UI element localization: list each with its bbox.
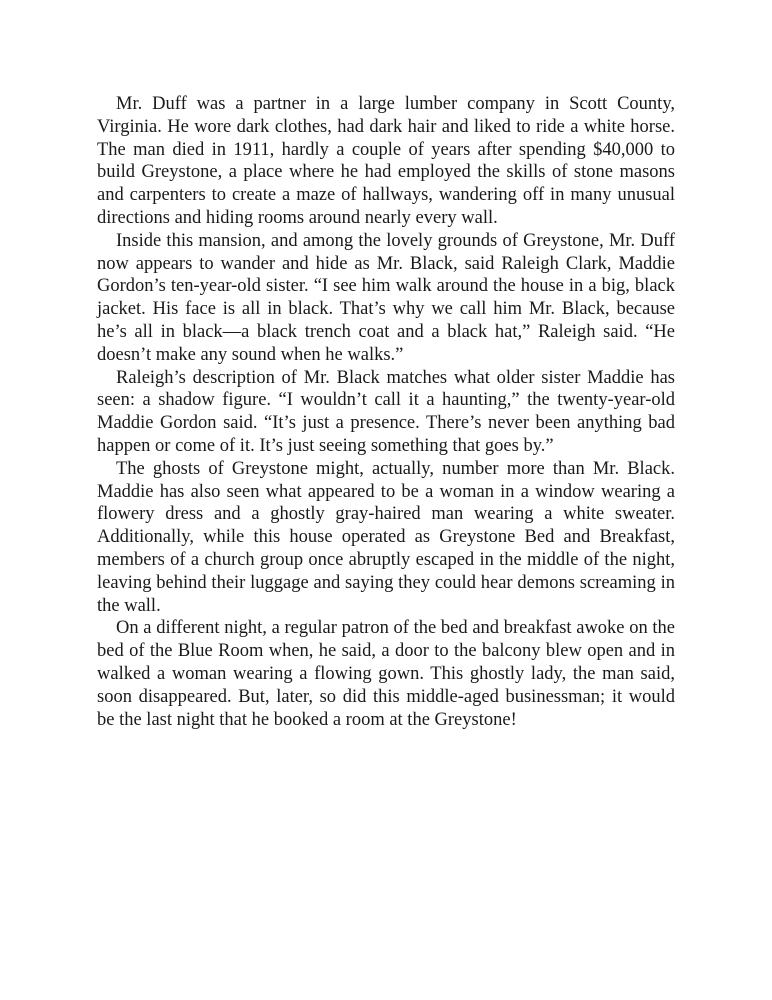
page-body [97, 93, 675, 731]
paragraph-1: Mr. Duff was a partner in a large lumber company in Scott County, Virginia. He wore dark clothes, had dark hair and liked to ride a white horse. The man died in 1911, hardly a couple of years after spending $40,000 to build Greystone, a place where he had employed the skills of stone masons and carpenters to create a maze of hallways, wandering off in many unusual directions and hiding rooms around nearly every wall. [97, 94, 675, 228]
paragraph-5: On a different night, a regular patron of the bed and breakfast awoke on the bed of the Blue Room when, he said, a door to the balcony blew open and in walked a woman wearing a flowing gown. This ghostly lady, the man said, soon disappeared. But, later, so did this middle-aged businessman; it would be the last night that he booked a room at the Greystone! [97, 618, 675, 730]
paragraph-4: The ghosts of Greystone might, actually, number more than Mr. Black. Maddie has also seen what appeared to be a woman in a window wearing a flowery dress and a ghostly gray-haired man wearing a white sweater. Additionally, while this house operated as Greystone Bed and Breakfast, members of a church group once abruptly escaped in the middle of the night, leaving behind their luggage and saying they could hear demons screaming in the wall. [97, 458, 675, 616]
paragraph-2: Inside this mansion, and among the lovely grounds of Greystone, Mr. Duff now appears to wander and hide as Mr. Black, said Raleigh Clark, Maddie Gordon’s ten-year-old sister. “I see him walk around the house in a big, black jacket. His face is all in black. That’s why we call him Mr. Black, because he’s all in black—a black trench coat and a black hat,” Raleigh said. “He doesn’t make any sound when he walks.” [97, 230, 675, 365]
paragraph-3: Raleigh’s description of Mr. Black matches what older sister Maddie has seen: a shadow figure. “I wouldn’t call it a haunting,” the twenty-year-old Maddie Gordon said. “It’s just a presence. There’s never been anything bad happen or come of it. It’s just seeing something that goes by.” [97, 367, 675, 456]
